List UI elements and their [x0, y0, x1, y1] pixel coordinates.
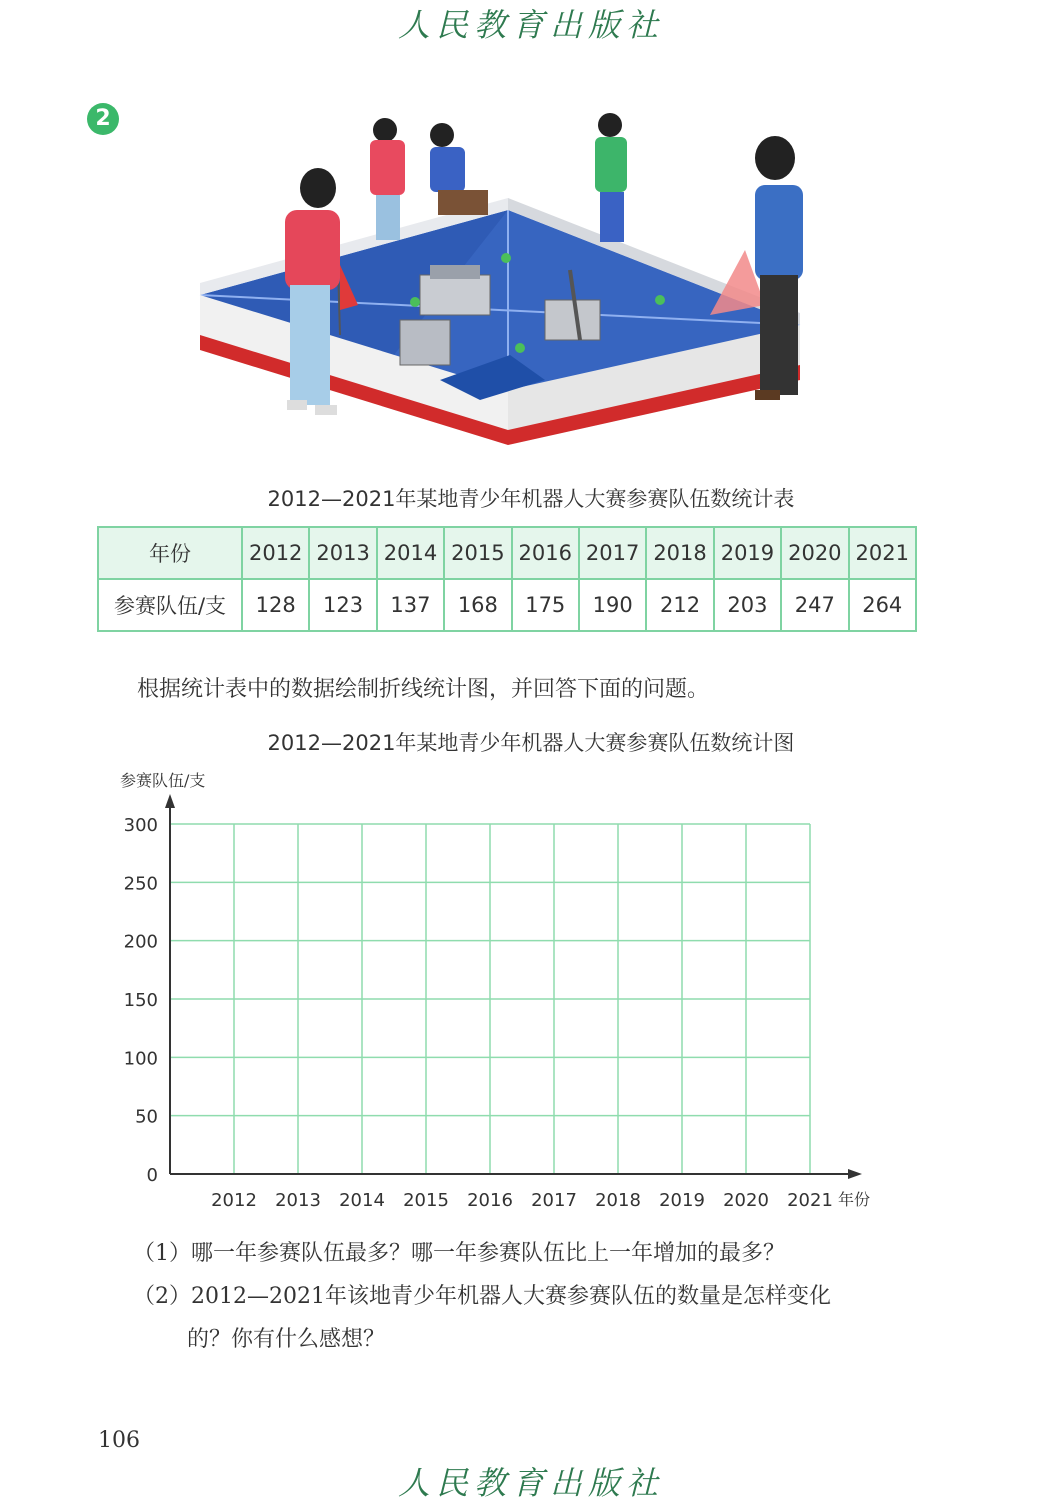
- chart-x-tick-label: 2020: [723, 1190, 769, 1211]
- table-cell-count: 137: [377, 579, 444, 631]
- chart-x-axis-label: 年份: [838, 1190, 871, 1209]
- table-cell-year: 2021: [849, 527, 916, 579]
- chart-x-tick-label: 2017: [531, 1190, 577, 1211]
- table-cell-count: 128: [242, 579, 309, 631]
- table-cell-year: 2017: [579, 527, 646, 579]
- table-header-year: 年份: [98, 527, 242, 579]
- student-boy-back-left: [430, 123, 488, 215]
- question-2-line-1: （2）2012—2021年该地青少年机器人大赛参赛队伍的数量是怎样变化: [133, 1284, 831, 1309]
- chart-x-tick-label: 2012: [211, 1190, 257, 1211]
- statistics-table: [97, 526, 917, 632]
- chart-y-axis-label: 参赛队伍/支: [120, 771, 206, 790]
- table-header-count: 参赛队伍/支: [98, 579, 242, 631]
- table-cell-year: 2016: [512, 527, 579, 579]
- question-2-line-2: 的？你有什么感想？: [187, 1327, 386, 1352]
- chart-y-tick-label: 300: [123, 815, 158, 836]
- table-cell-count: 203: [714, 579, 781, 631]
- table-cell-count: 190: [579, 579, 646, 631]
- chart-x-tick-label: 2021: [787, 1190, 833, 1211]
- table-cell-year: 2014: [377, 527, 444, 579]
- chart-x-tick-label: 2015: [403, 1190, 449, 1211]
- table-cell-count: 212: [646, 579, 713, 631]
- table-cell-year: 2012: [242, 527, 309, 579]
- table-cell-count: 264: [849, 579, 916, 631]
- page-number: 106: [98, 1428, 140, 1453]
- line-chart-grid: [0, 780, 1062, 1220]
- table-cell-year: 2018: [646, 527, 713, 579]
- student-boy-front-right: [755, 136, 803, 400]
- student-girl-back: [370, 118, 405, 240]
- chart-y-tick-label: 100: [123, 1048, 158, 1070]
- robot-left: [420, 265, 490, 315]
- chart-y-tick-label: 0: [146, 1165, 158, 1186]
- chart-y-tick-label: 50: [135, 1106, 158, 1128]
- chart-x-tick-label: 2016: [467, 1190, 513, 1211]
- student-boy-back-right: [595, 113, 627, 242]
- table-cell-count: 168: [444, 579, 511, 631]
- table-cell-count: 175: [512, 579, 579, 631]
- table-cell-count: 123: [309, 579, 376, 631]
- chart-y-tick-label: 200: [123, 931, 158, 953]
- table-cell-year: 2020: [781, 527, 848, 579]
- publisher-logo-bottom: 人民教育出版社: [397, 1464, 664, 1502]
- chart-y-tick-label: 250: [123, 873, 158, 895]
- table-cell-year: 2019: [714, 527, 781, 579]
- chart-x-tick-label: 2014: [339, 1190, 385, 1211]
- robot-competition-illustration: [190, 110, 820, 455]
- question-1: （1）哪一年参赛队伍最多？哪一年参赛队伍比上一年增加的最多？: [133, 1241, 785, 1266]
- chart-title: 2012—2021年某地青少年机器人大赛参赛队伍数统计图: [267, 731, 795, 755]
- chart-y-tick-label: 150: [123, 990, 158, 1011]
- table-cell-year: 2015: [444, 527, 511, 579]
- exercise-number-badge: 2: [87, 103, 119, 135]
- chart-x-tick-label: 2018: [595, 1190, 641, 1211]
- publisher-logo-top: 人民教育出版社: [397, 6, 664, 44]
- table-cell-count: 247: [781, 579, 848, 631]
- chart-x-tick-label: 2019: [659, 1190, 705, 1211]
- table-row-counts: [98, 579, 916, 631]
- table-cell-year: 2013: [309, 527, 376, 579]
- chart-x-axis-arrow-icon: [848, 1169, 862, 1179]
- chart-x-tick-label: 2013: [275, 1190, 321, 1211]
- table-title: 2012—2021年某地青少年机器人大赛参赛队伍数统计表: [267, 487, 795, 511]
- robot-center: [400, 320, 450, 365]
- chart-y-axis-arrow-icon: [165, 794, 175, 808]
- table-row-years: [98, 527, 916, 579]
- instruction-text: 根据统计表中的数据绘制折线统计图，并回答下面的问题。: [137, 677, 710, 702]
